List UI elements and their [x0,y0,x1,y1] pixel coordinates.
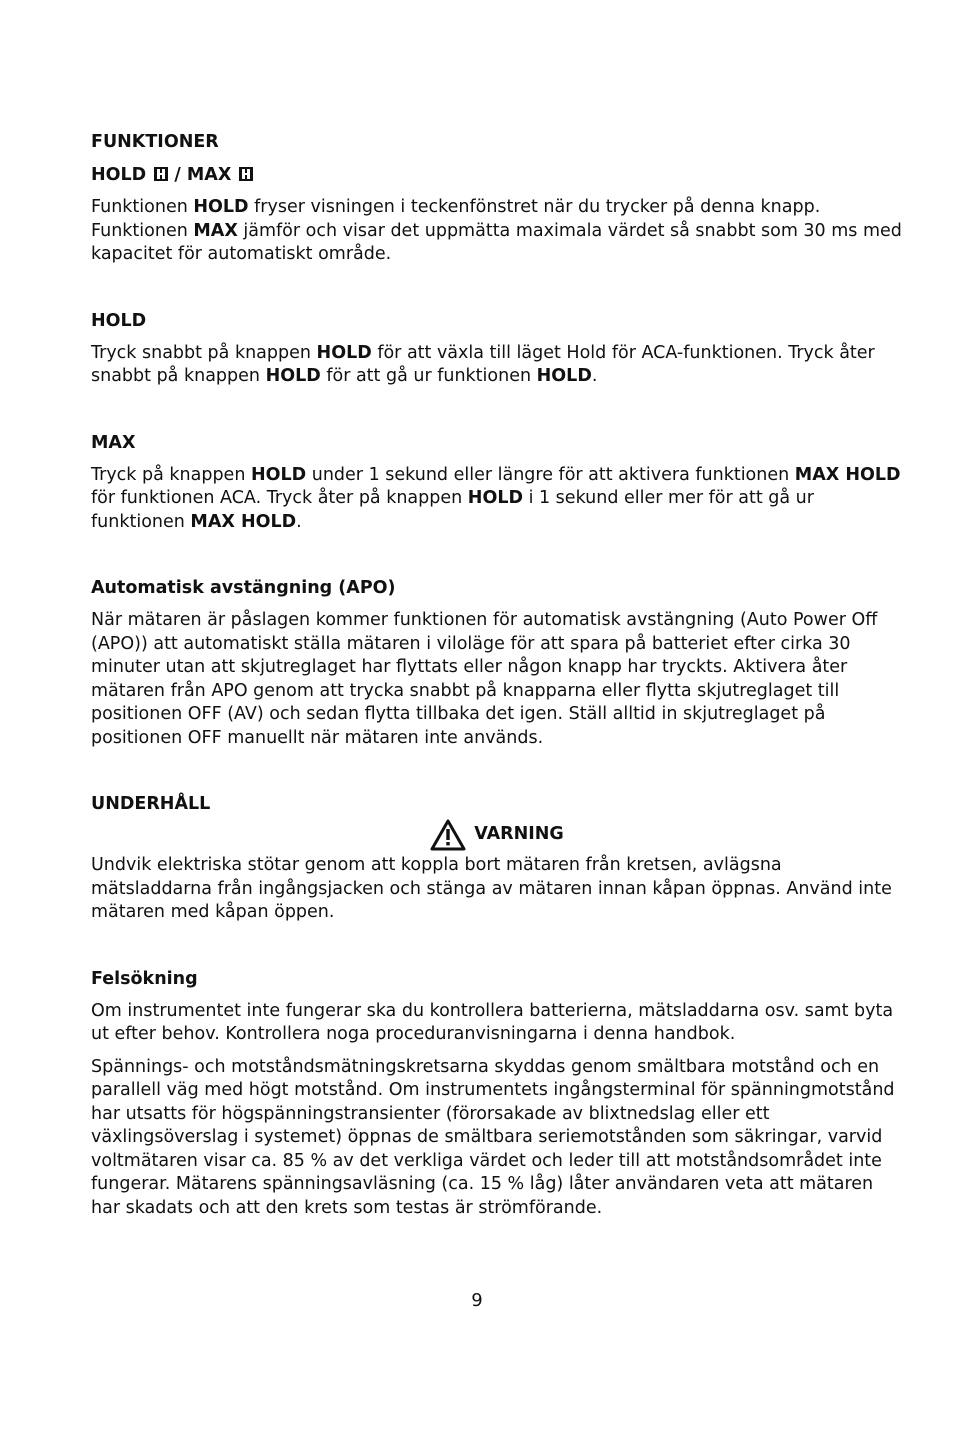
paragraph-felsokning-2: Spännings- och motståndsmätningskretsarna skyddas genom smältbara motstånd och en parallell väg med högt motstånd. Om instrumentets ingångsterminal för spänningmotstånd har utsatts för högspänningstransienter (förorsakade av blixtnedslag eller ett växlingsöverslag i systemet) öppnas de smältbara seriemotstånden som säkringar, varvid voltmätaren visar ca. 85 % av det verkliga värdet och leder till att motståndsområdet inte fungerar. Mätarens spänningsavläsning (ca. 15 % låg) låter användaren veta att mätaren har skadats och att den krets som testas är strömförande. [91,1056,895,1218]
subsection-title-hold-max: HOLD / MAX [91,163,903,187]
document-page [91,130,903,1220]
warning-label: VARNING [474,824,564,845]
subsection-title-apo: Automatisk avstängning (APO) [91,578,396,598]
section-title-underhall: UNDERHÅLL [91,794,211,814]
warning-triangle-icon [430,819,466,851]
page-number: 9 [471,1290,483,1311]
paragraph-apo: När mätaren är påslagen kommer funktionen för automatisk avstängning (Auto Power Off (APO)) att automatiskt ställa mätaren i viloläge för att spara på batteriet efter cirka 30 minuter utan att skjutreglaget har flyttats eller någon knapp har tryckts. Aktivera åter mätaren från APO genom att trycka snabbt på knapparna eller flytta skjutreglaget till positionen OFF (AV) och sedan flytta tillbaka det igen. Ställ alltid in skjutreglaget på positionen OFF manuellt när mätaren inte används. [91,610,878,748]
warning-heading [91,816,903,854]
section-title-funktioner: FUNKTIONER [91,132,219,152]
paragraph-hold-max: Funktionen HOLD fryser visningen i teckenfönstret när du trycker på denna knapp. Funktionen MAX jämför och visar det uppmätta maximala värdet så snabbt som 30 ms med kapacitet för automatiskt område. [91,197,902,264]
subsection-title-max: MAX [91,432,136,453]
subsection-title-hold: HOLD [91,310,147,331]
paragraph-hold: Tryck snabbt på knappen HOLD för att växla till läget Hold för ACA-funktionen. Tryck åter snabbt på knappen HOLD för att gå ur funktionen HOLD. [91,342,875,386]
hold-h-icon [154,167,168,181]
paragraph-felsokning-1: Om instrumentet inte fungerar ska du kontrollera batterierna, mätsladdarna osv. samt byta ut efter behov. Kontrollera noga proceduranvisningarna i denna handbok. [91,1000,894,1044]
paragraph-max: Tryck på knappen HOLD under 1 sekund eller längre för att aktivera funktionen MAX HOLD för funktionen ACA. Tryck åter på knappen HOLD i 1 sekund eller mer för att gå ur funktionen MAX HOLD. [91,464,901,532]
paragraph-underhall: Undvik elektriska stötar genom att koppla bort mätaren från kretsen, avlägsna mätsladdarna från ingångsjacken och stänga av mätaren innan kåpan öppnas. Använd inte mätaren med kåpan öppen. [91,855,892,922]
subsection-title-felsokning: Felsökning [91,968,198,989]
hold-h-icon [239,167,253,181]
